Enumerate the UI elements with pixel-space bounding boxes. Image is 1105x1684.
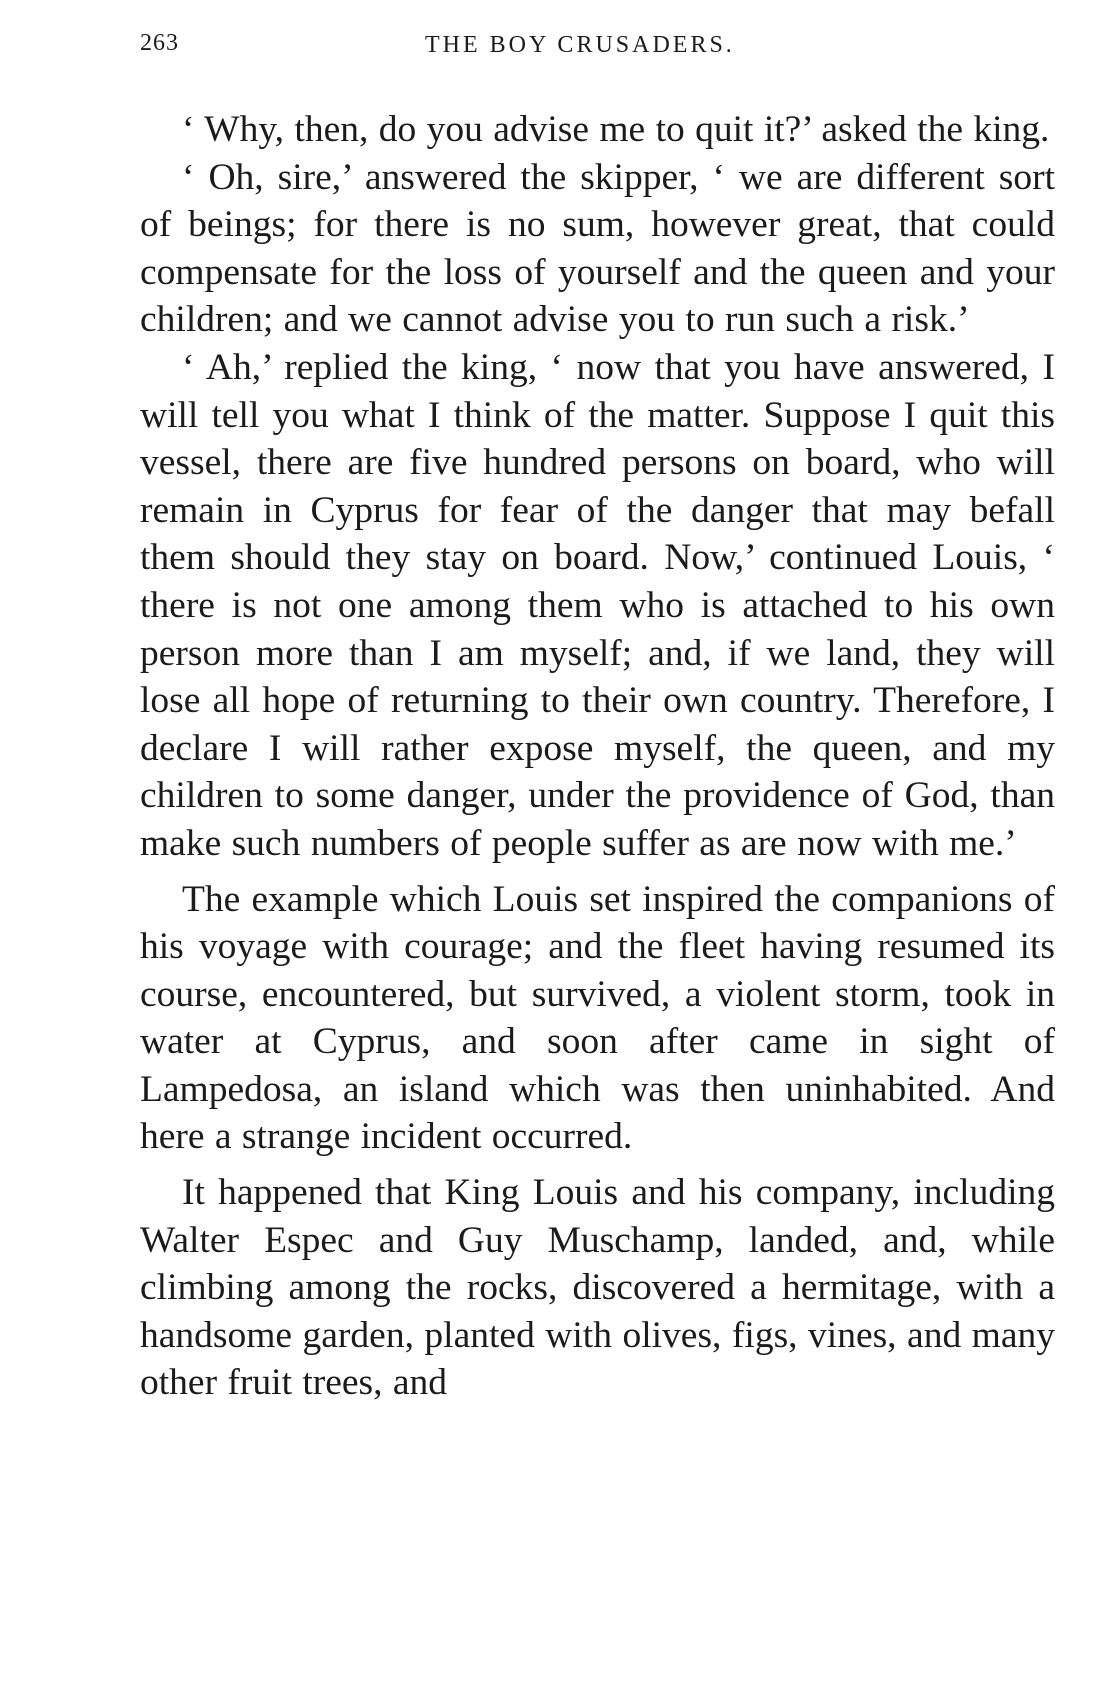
- book-page: [140, 30, 1055, 1407]
- paragraph: ‘ Oh, sire,’ answered the skipper, ‘ we are different sort of beings; for there is no sum, however great, that could compensate for the loss of yourself and the queen and your children; and we cannot advise you to run such a risk.’: [140, 156, 1055, 341]
- body-text: [140, 106, 1055, 1407]
- running-title: THE BOY CRUSADERS.: [425, 32, 735, 58]
- paragraph: It happened that King Louis and his company, including Walter Espec and Guy Muschamp, landed, and, while climbing among the rocks, discovered a hermitage, with a handsome garden, planted with olives, figs, vines, and many other fruit trees, and: [140, 1172, 1055, 1404]
- paragraph: ‘ Ah,’ replied the king, ‘ now that you have answered, I will tell you what I think of the matter. Suppose I quit this vessel, there are five hundred persons on board, who will remain in Cyprus for fear of the danger that may befall them should they stay on board. Now,’ continued Louis, ‘ there is not one among them who is attached to his own person more than I am myself; and, if we land, they will lose all hope of returning to their own country. Therefore, I declare I will rather expose myself, the queen, and my children to some danger, under the providence of God, than make such numbers of people suffer as are now with me.’: [140, 346, 1055, 864]
- running-head: [140, 30, 1055, 70]
- page-number: 263: [140, 30, 179, 56]
- paragraph: The example which Louis set inspired the companions of his voyage with courage; and the fleet having resumed its course, encountered, but survived, a violent storm, took in water at Cyprus, and soon after came in sight of Lampedosa, an island which was then uninhabited. And here a strange incident occurred.: [140, 878, 1055, 1158]
- paragraph: ‘ Why, then, do you advise me to quit it?’ asked the king.: [182, 109, 1050, 150]
